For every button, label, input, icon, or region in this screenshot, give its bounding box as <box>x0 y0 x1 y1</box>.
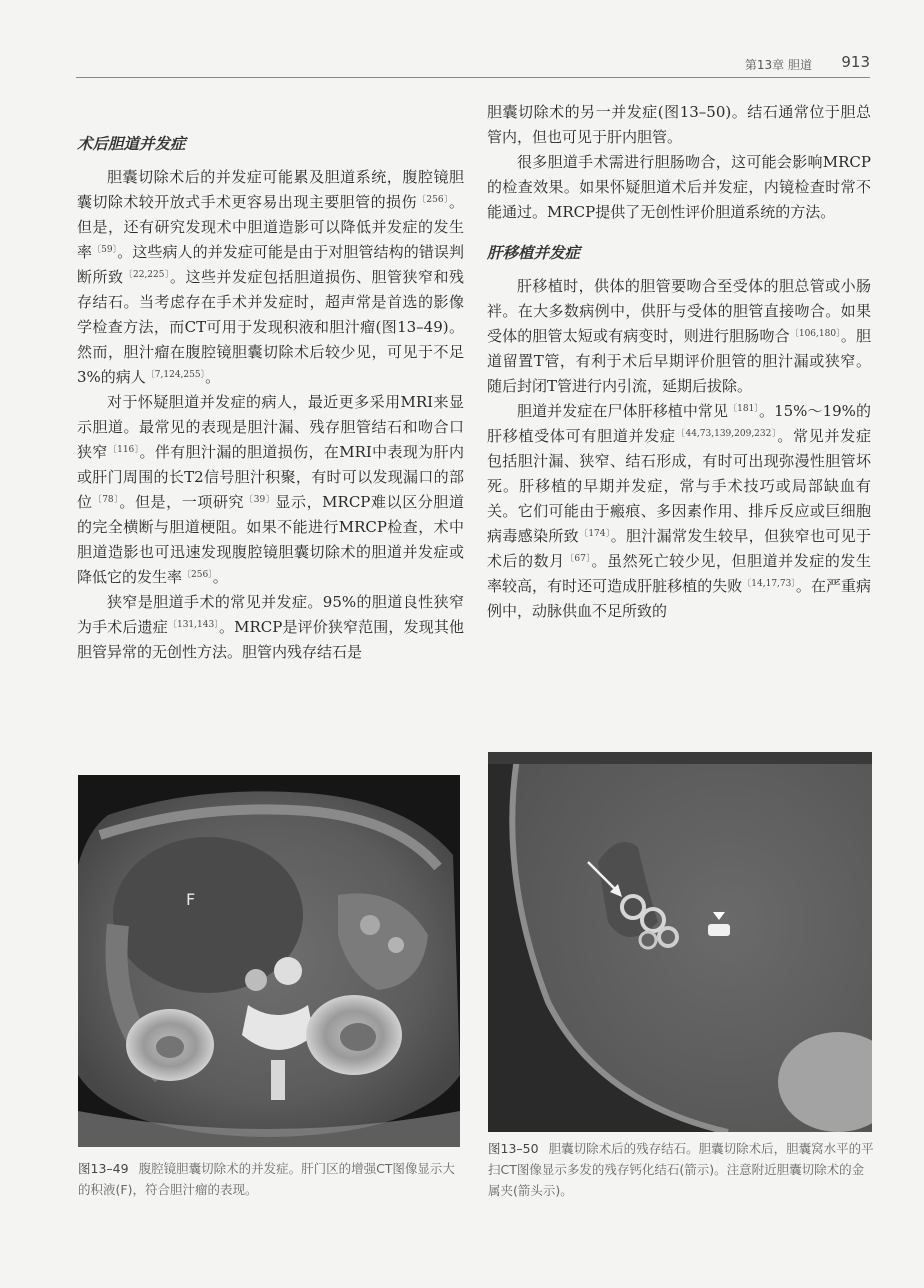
citation-ref: 〔7,124,255〕 <box>145 370 206 380</box>
text-run: 。 <box>212 568 228 586</box>
text-run: 胆囊切除术后的并发症可能累及胆道系统，腹腔镜胆囊切除术较开放式手术更容易出现主要胆管的损伤 <box>77 168 464 211</box>
citation-ref: 〔256〕 <box>416 195 449 205</box>
citation-ref: 〔67〕 <box>564 554 592 564</box>
left-column <box>77 100 464 665</box>
caption-number: 图13–50 <box>488 1141 539 1156</box>
citation-ref: 〔78〕 <box>92 495 120 505</box>
citation-ref: 〔39〕 <box>244 495 276 505</box>
citation-ref: 〔181〕 <box>728 404 759 414</box>
citation-ref: 〔44,73,139,209,232〕 <box>675 429 778 439</box>
top-edge <box>488 752 872 764</box>
citation-ref: 〔22,225〕 <box>123 270 170 280</box>
text-run: 。15%～19%的肝移植受体可有胆道并发症 <box>487 402 871 445</box>
right-paragraphs <box>487 274 871 624</box>
left-paragraphs <box>77 165 464 665</box>
text-run: 很多胆道手术需进行胆肠吻合，这可能会影响MRCP的检查效果。如果怀疑胆道术后并发症，内镜检查时常不能通过。MRCP提供了无创性评价胆道系统的方法。 <box>487 153 871 221</box>
fluid-label: F <box>186 890 196 909</box>
citation-ref: 〔106,180〕 <box>789 329 841 339</box>
text-run: 。虽然死亡较少见，但胆道并发症的发生率较高，有时还可造成肝脏移植的失败 <box>487 552 871 595</box>
section-heading-transplant: 肝移植并发症 <box>487 244 581 262</box>
header-rule <box>76 77 870 78</box>
figure-13-50-caption <box>488 1138 874 1201</box>
paragraph <box>487 100 871 150</box>
caption-text: 腹腔镜胆囊切除术的并发症。肝门区的增强CT图像显示大的积液(F)，符合胆汁瘤的表现。 <box>78 1161 455 1197</box>
paragraph <box>487 274 871 399</box>
paragraph <box>77 390 464 590</box>
paragraph <box>77 590 464 665</box>
text-run: 。伴有胆汁漏的胆道损伤，在MRI中表现为肝内或肝门周围的长T2信号胆汁积聚，有时可以发现漏口的部位 <box>77 443 464 511</box>
text-run: 对于怀疑胆道并发症的病人，最近更多采用MRI来显示胆道。最常见的表现是胆汁漏、残存胆管结石和吻合口狭窄 <box>77 393 464 461</box>
page-number: 913 <box>841 53 870 71</box>
bowel-contrast <box>360 915 380 935</box>
figure-13-49-caption <box>78 1158 464 1200</box>
citation-ref: 〔14,17,73〕 <box>742 579 796 589</box>
right-column <box>487 100 871 624</box>
spinous-process <box>271 1060 285 1100</box>
chapter-title: 第13章 胆道 <box>744 58 812 72</box>
citation-ref: 〔131,143〕 <box>167 620 219 630</box>
text-run: 。MRCP是评价狭窄范围，发现其他胆管异常的无创性方法。胆管内残存结石是 <box>77 618 464 661</box>
text-run: 胆囊切除术的另一并发症(图13–50)。结石通常位于胆总管内，但也可见于肝内胆管。 <box>487 103 871 146</box>
citation-ref: 〔116〕 <box>107 445 140 455</box>
text-run: 。这些并发症包括胆道损伤、胆管狭窄和残存结石。当考虑存在手术并发症时，超声常是首选的影像学检查方法，而CT可用于发现积液和胆汁瘤(图13–49)。然而，胆汁瘤在腹腔镜胆囊切除术后较少见，可见于不足3%的病人 <box>77 268 464 386</box>
text-run: 肝移植时，供体的胆管要吻合至受体的胆总管或小肠袢。在大多数病例中，供肝与受体的胆管直接吻合。如果受体的胆管太短或有病变时，则进行胆肠吻合 <box>487 277 871 345</box>
paragraph <box>487 399 871 624</box>
text-run: 。但是，一项研究 <box>119 493 245 511</box>
caption-text: 胆囊切除术后的残存结石。胆囊切除术后，胆囊窝水平的平扫CT图像显示多发的残存钙化结石(箭示)。注意附近胆囊切除术的金属夹(箭头示)。 <box>488 1141 874 1198</box>
text-run: 。在严重病例中，动脉供血不足所致的 <box>487 577 871 620</box>
renal-pelvis <box>156 1036 184 1058</box>
text-run: 。常见并发症包括胆汁漏、狭窄、结石形成，有时可出现弥漫性胆管坏死。肝移植的早期并发症，常与手术技巧或局部缺血有关。它们可能由于瘢痕、多因素作用、排斥反应或巨细胞病毒感染所致 <box>487 427 871 545</box>
aorta <box>274 957 302 985</box>
citation-ref: 〔174〕 <box>579 529 611 539</box>
paragraph <box>77 165 464 390</box>
caption-number: 图13–49 <box>78 1161 129 1176</box>
text-run: 。胆汁漏常发生较早，但狭窄也可见于术后的数月 <box>487 527 871 570</box>
figure-13-49-ct-image <box>78 775 460 1147</box>
ivc <box>245 969 267 991</box>
bowel-contrast <box>388 937 404 953</box>
text-run: 狭窄是胆道手术的常见并发症。95%的胆道良性狭窄为手术后遗症 <box>77 593 464 636</box>
text-run: 。胆道留置T管，有利于术后早期评价胆管的胆汁漏或狭窄。随后封闭T管进行内引流，延期后拔除。 <box>487 327 871 395</box>
text-run: 胆道并发症在尸体肝移植中常见 <box>517 402 729 420</box>
running-header <box>600 52 870 74</box>
citation-ref: 〔59〕 <box>92 245 118 255</box>
text-run: 。这些病人的并发症可能是由于对胆管结构的错误判断所致 <box>77 243 464 286</box>
figure-13-50-ct-image <box>488 752 872 1132</box>
text-run: 。但是，还有研究发现术中胆道造影可以降低并发症的发生率 <box>77 193 464 261</box>
paragraph <box>487 150 871 225</box>
citation-ref: 〔256〕 <box>182 570 213 580</box>
section-heading-postop: 术后胆道并发症 <box>77 135 186 153</box>
surgical-clip <box>708 924 730 936</box>
text-run: 。 <box>205 368 221 386</box>
renal-pelvis <box>340 1023 376 1051</box>
right-cont-paragraphs <box>487 100 871 225</box>
text-run: 显示，MRCP难以区分胆道的完全横断与胆道梗阻。如果不能进行MRCP检查，术中胆道造影也可迅速发现腹腔镜胆囊切除术的胆道并发症或降低它的发生率 <box>77 493 464 586</box>
